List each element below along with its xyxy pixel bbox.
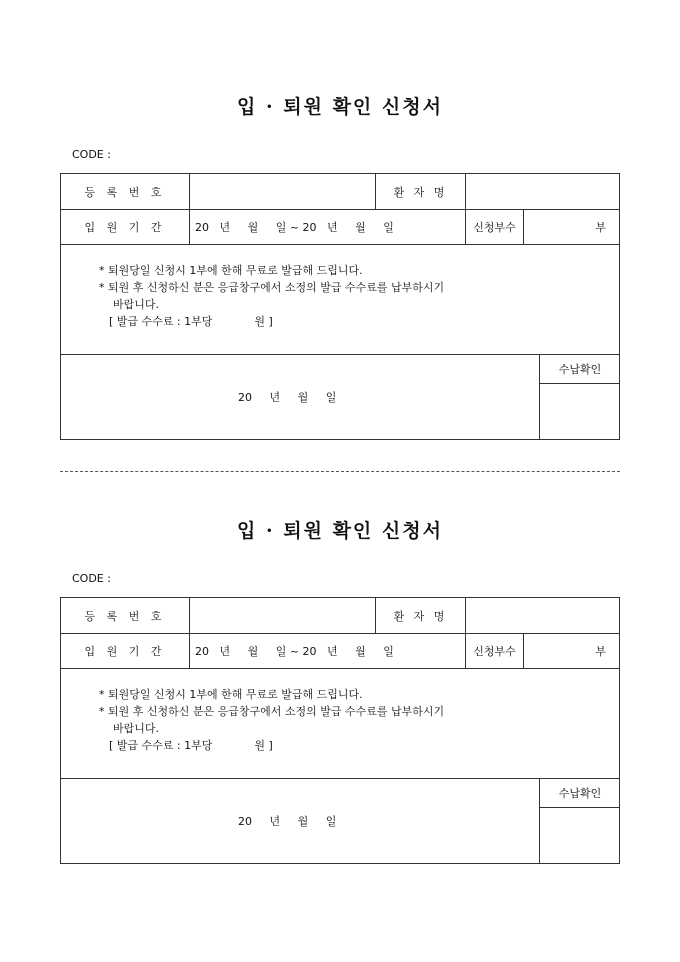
- registration-number-field[interactable]: [189, 598, 375, 633]
- date-row: [61, 355, 619, 440]
- application-date[interactable]: 20 년 월 일: [238, 815, 337, 828]
- receipt-confirm-label: 수납확인: [540, 779, 620, 808]
- notes-row: [61, 245, 619, 355]
- notes-block: [99, 686, 444, 754]
- form-table: [60, 597, 620, 864]
- note-free-issue: * 퇴원당일 신청시 1부에 한해 무료로 발급해 드립니다.: [99, 264, 363, 277]
- patient-name-field[interactable]: [465, 174, 620, 209]
- admission-period-field[interactable]: 20 년 월 일 ~ 20 년 월 일: [189, 634, 465, 668]
- note-fee-payment-cont: 바랍니다.: [113, 298, 160, 311]
- note-free-issue: * 퇴원당일 신청시 1부에 한해 무료로 발급해 드립니다.: [99, 688, 363, 701]
- registration-row: [61, 598, 619, 634]
- copies-field[interactable]: 부: [523, 634, 620, 668]
- registration-number-field[interactable]: [189, 174, 375, 209]
- form-title: 입 · 퇴원 확인 신청서: [237, 520, 443, 542]
- date-row: [61, 779, 619, 864]
- receipt-confirm-box: [539, 779, 620, 864]
- receipt-confirm-box: [539, 355, 620, 440]
- period-row: [61, 634, 619, 669]
- form-table: [60, 173, 620, 440]
- admission-period-label: 입 원 기 간: [84, 645, 166, 658]
- registration-number-label: 등 록 번 호: [84, 185, 166, 199]
- copies-label: 신청부수: [465, 210, 523, 244]
- note-fee-payment: * 퇴원 후 신청하신 분은 응급창구에서 소정의 발급 수수료를 납부하시기: [99, 281, 445, 294]
- patient-name-field[interactable]: [465, 598, 620, 633]
- copies-field[interactable]: 부: [523, 210, 620, 244]
- application-date[interactable]: 20 년 월 일: [238, 391, 337, 404]
- code-label: CODE :: [72, 148, 111, 161]
- cut-line: [60, 471, 620, 472]
- period-row: [61, 210, 619, 245]
- note-fee-amount: [ 발급 수수료 : 1부당 원 ]: [109, 739, 273, 752]
- form-title: 입 · 퇴원 확인 신청서: [237, 96, 443, 118]
- note-fee-payment-cont: 바랍니다.: [113, 722, 160, 735]
- admission-period-field[interactable]: 20 년 월 일 ~ 20 년 월 일: [189, 210, 465, 244]
- receipt-confirm-field[interactable]: [540, 384, 620, 439]
- registration-row: [61, 174, 619, 210]
- notes-row: [61, 669, 619, 779]
- patient-name-label: 환 자 명: [375, 174, 465, 209]
- admission-period-label: 입 원 기 간: [84, 221, 166, 234]
- receipt-confirm-field[interactable]: [540, 808, 620, 863]
- copies-label: 신청부수: [465, 634, 523, 668]
- registration-number-label: 등 록 번 호: [84, 609, 166, 623]
- notes-block: [99, 262, 444, 330]
- receipt-confirm-label: 수납확인: [540, 355, 620, 384]
- patient-name-label: 환 자 명: [375, 598, 465, 633]
- note-fee-amount: [ 발급 수수료 : 1부당 원 ]: [109, 315, 273, 328]
- note-fee-payment: * 퇴원 후 신청하신 분은 응급창구에서 소정의 발급 수수료를 납부하시기: [99, 705, 445, 718]
- code-label: CODE :: [72, 572, 111, 585]
